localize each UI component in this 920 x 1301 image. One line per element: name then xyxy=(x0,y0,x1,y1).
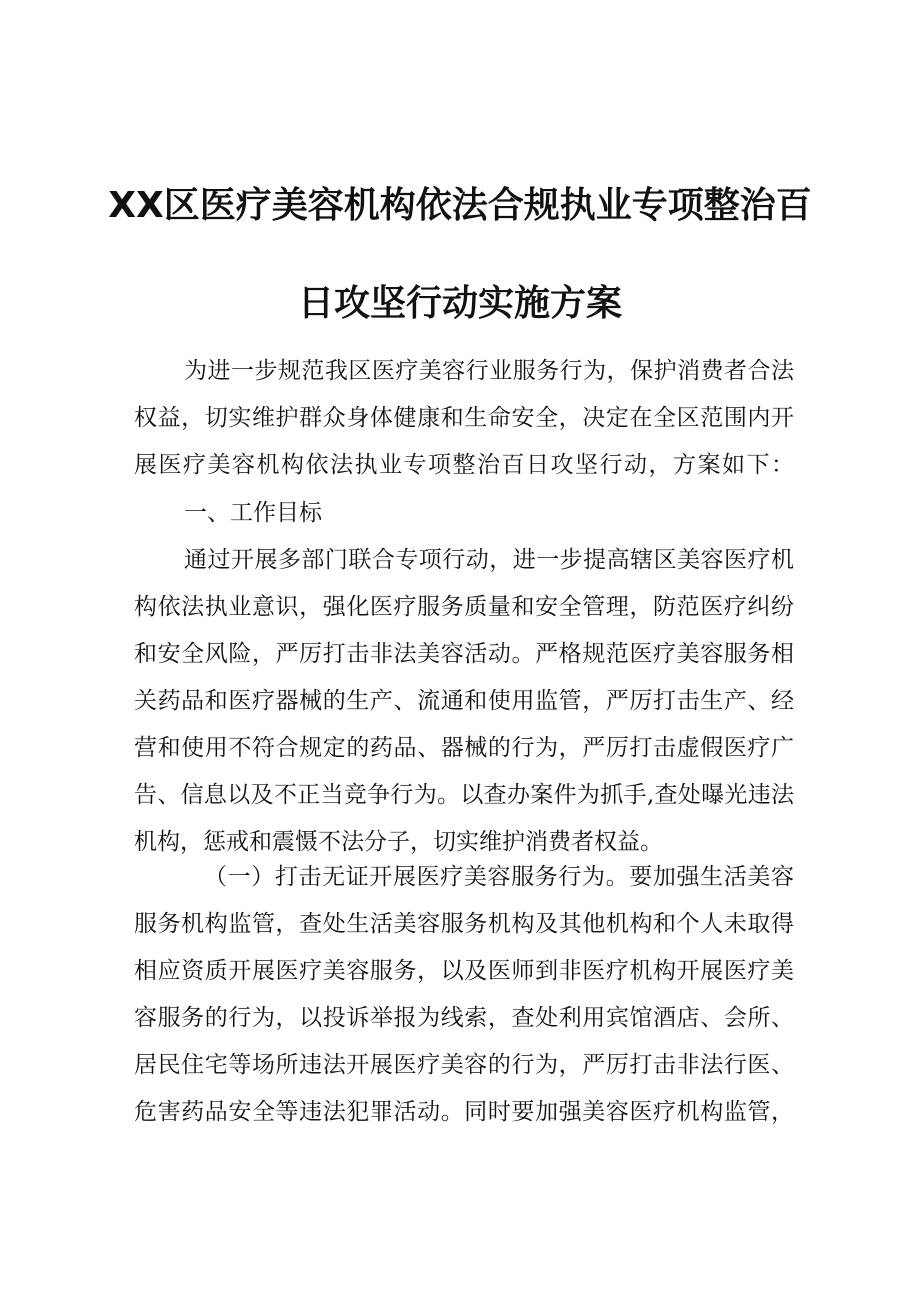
item-1-paragraph xyxy=(134,854,794,1136)
item-1-line-2: 服务机构监管，查处生活美容服务机构及其他机构和个人未取得 xyxy=(134,911,794,937)
item-1-line-3: 相应资质开展医疗美容服务，以及医师到非医疗机构开展医疗美 xyxy=(134,958,794,984)
goals-line-4: 关药品和医疗器械的生产、流通和使用监管，严厉打击生产、经 xyxy=(134,688,794,714)
section-1-heading: 一、工作目标 xyxy=(184,500,322,526)
section-heading-goals xyxy=(134,490,794,537)
item-1-line-5: 居民住宅等场所违法开展医疗美容的行为，严厉打击非法行医、 xyxy=(134,1052,794,1078)
document-title-line-1: XX区医疗美容机构依法合规执业专项整治百 xyxy=(108,185,812,226)
intro-line-1: 为进一步规范我区医疗美容行业服务行为，保护消费者合法 xyxy=(184,358,794,384)
goals-line-7: 机构，惩戒和震慑不法分子，切实维护消费者权益。 xyxy=(134,829,663,855)
intro-line-2: 权益，切实维护群众身体健康和生命安全，决定在全区范围内开 xyxy=(134,405,794,431)
item-1-line-1: （一）打击无证开展医疗美容服务行为。要加强生活美容 xyxy=(204,864,794,890)
intro-line-3: 展医疗美容机构依法执业专项整治百日攻坚行动，方案如下： xyxy=(134,452,794,478)
goals-line-1: 通过开展多部门联合专项行动，进一步提高辖区美容医疗机 xyxy=(184,547,794,573)
goals-paragraph xyxy=(134,537,794,866)
goals-line-5: 营和使用不符合规定的药品、器械的行为，严厉打击虚假医疗广 xyxy=(134,735,794,761)
intro-paragraph xyxy=(134,348,794,489)
document-title-line-2: 日攻坚行动实施方案 xyxy=(297,283,622,324)
goals-line-3: 和安全风险，严厉打击非法美容活动。严格规范医疗美容服务相 xyxy=(134,641,794,667)
goals-line-6: 告、信息以及不正当竞争行为。以查办案件为抓手,查处曝光违法 xyxy=(134,782,794,808)
item-1-line-4: 容服务的行为，以投诉举报为线索，查处利用宾馆酒店、会所、 xyxy=(134,1005,794,1031)
item-1-line-6: 危害药品安全等违法犯罪活动。同时要加强美容医疗机构监管， xyxy=(134,1099,794,1125)
goals-line-2: 构依法执业意识，强化医疗服务质量和安全管理，防范医疗纠纷 xyxy=(134,594,794,620)
